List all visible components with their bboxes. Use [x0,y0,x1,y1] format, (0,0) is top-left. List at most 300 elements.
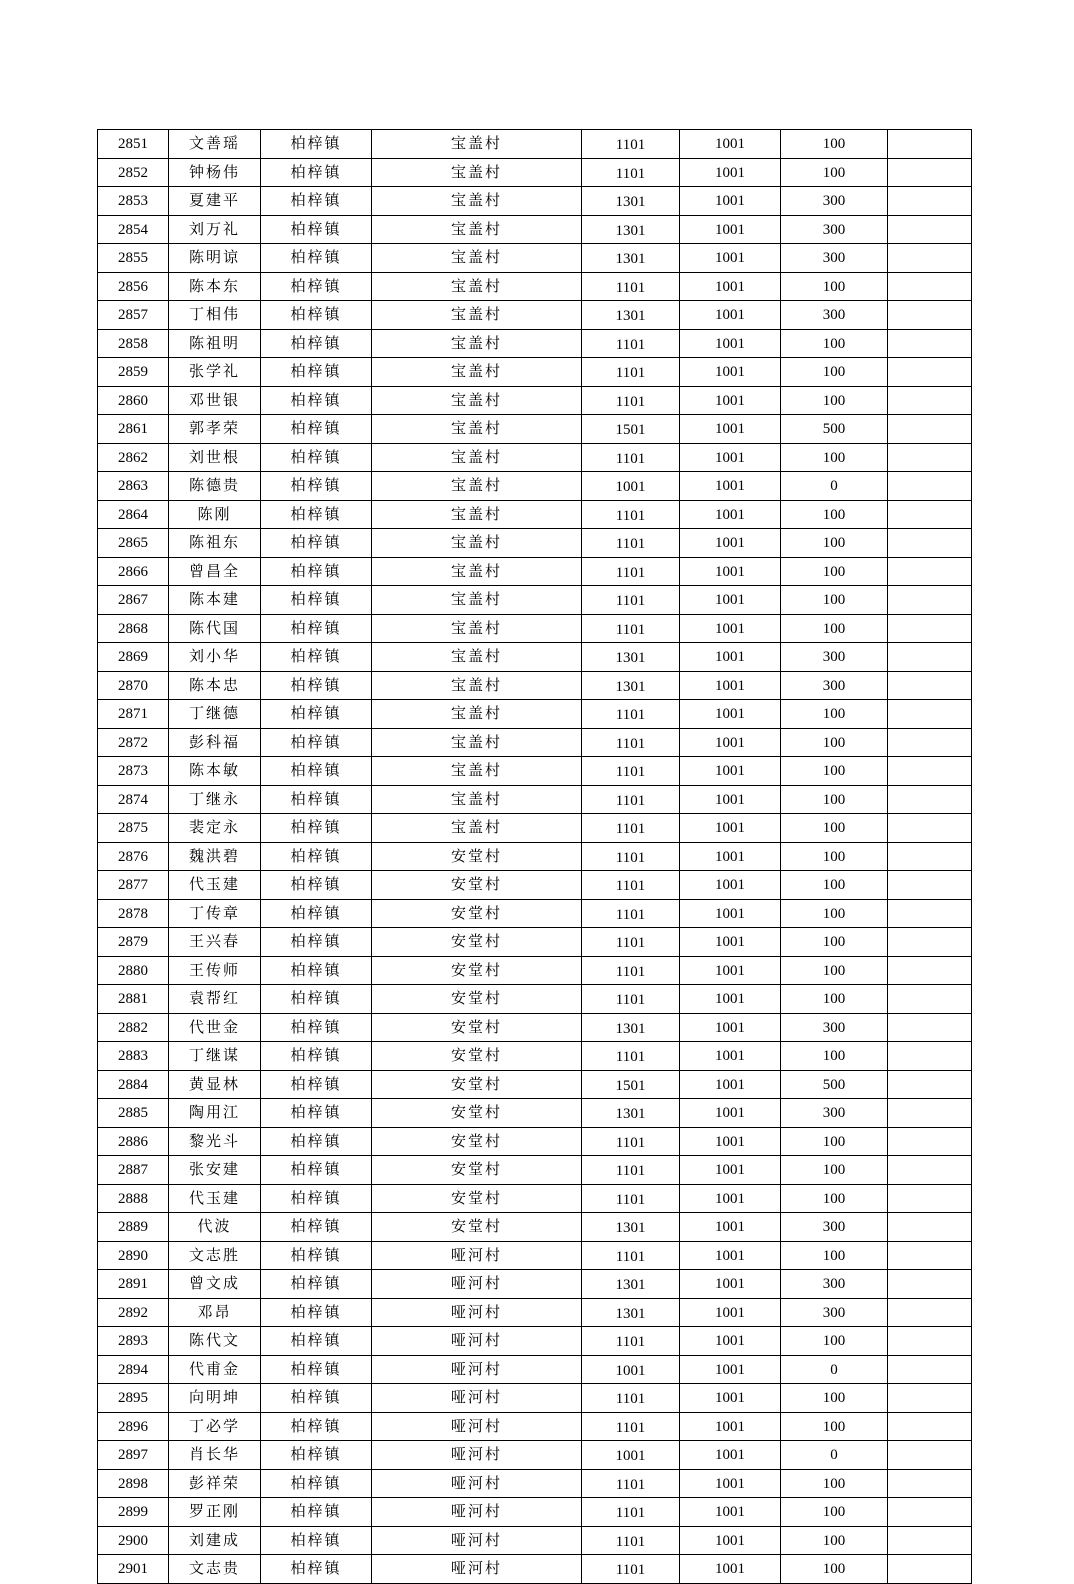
village-cell: 哑河村 [372,1355,582,1384]
amount-cell: 300 [781,643,888,672]
table-row [98,1555,972,1584]
amount-cell: 100 [781,500,888,529]
remark-cell [888,757,972,786]
code-b-cell: 1001 [680,1156,781,1185]
code-b-cell: 1001 [680,301,781,330]
remark-cell [888,1099,972,1128]
amount-cell: 100 [781,1469,888,1498]
row-number-cell: 2890 [98,1241,169,1270]
code-a-cell: 1301 [582,1013,680,1042]
village-cell: 宝盖村 [372,130,582,159]
name-cell: 罗正刚 [169,1498,261,1527]
name-cell: 张学礼 [169,358,261,387]
name-cell: 肖长华 [169,1441,261,1470]
row-number-cell: 2879 [98,928,169,957]
code-b-cell: 1001 [680,158,781,187]
amount-cell: 100 [781,1156,888,1185]
remark-cell [888,386,972,415]
code-b-cell: 1001 [680,415,781,444]
town-cell: 柏梓镇 [261,985,372,1014]
code-a-cell: 1501 [582,1070,680,1099]
code-b-cell: 1001 [680,1270,781,1299]
town-cell: 柏梓镇 [261,1070,372,1099]
code-b-cell: 1001 [680,557,781,586]
code-b-cell: 1001 [680,386,781,415]
town-cell: 柏梓镇 [261,1013,372,1042]
name-cell: 刘建成 [169,1526,261,1555]
amount-cell: 100 [781,614,888,643]
amount-cell: 100 [781,871,888,900]
name-cell: 文善瑶 [169,130,261,159]
code-a-cell: 1001 [582,1441,680,1470]
amount-cell: 100 [781,1184,888,1213]
code-a-cell: 1101 [582,871,680,900]
table-row [98,500,972,529]
remark-cell [888,1213,972,1242]
village-cell: 安堂村 [372,899,582,928]
town-cell: 柏梓镇 [261,1555,372,1584]
table-row [98,700,972,729]
name-cell: 曾昌全 [169,557,261,586]
code-b-cell: 1001 [680,1042,781,1071]
town-cell: 柏梓镇 [261,1298,372,1327]
town-cell: 柏梓镇 [261,130,372,159]
village-cell: 宝盖村 [372,415,582,444]
code-a-cell: 1101 [582,1555,680,1584]
table-row [98,1327,972,1356]
amount-cell: 100 [781,1384,888,1413]
village-cell: 安堂村 [372,842,582,871]
town-cell: 柏梓镇 [261,614,372,643]
name-cell: 代玉建 [169,1184,261,1213]
village-cell: 哑河村 [372,1384,582,1413]
name-cell: 陈代国 [169,614,261,643]
table-row [98,728,972,757]
table-row [98,244,972,273]
table-row [98,956,972,985]
amount-cell: 100 [781,785,888,814]
code-b-cell: 1001 [680,757,781,786]
amount-cell: 300 [781,1213,888,1242]
code-a-cell: 1101 [582,1327,680,1356]
remark-cell [888,1327,972,1356]
village-cell: 宝盖村 [372,329,582,358]
code-a-cell: 1101 [582,1042,680,1071]
remark-cell [888,1241,972,1270]
amount-cell: 100 [781,1241,888,1270]
table-row [98,1384,972,1413]
village-cell: 哑河村 [372,1270,582,1299]
name-cell: 王传师 [169,956,261,985]
name-cell: 郭孝荣 [169,415,261,444]
village-cell: 哑河村 [372,1327,582,1356]
code-a-cell: 1101 [582,956,680,985]
row-number-cell: 2869 [98,643,169,672]
town-cell: 柏梓镇 [261,272,372,301]
row-number-cell: 2866 [98,557,169,586]
name-cell: 代波 [169,1213,261,1242]
code-b-cell: 1001 [680,1099,781,1128]
row-number-cell: 2867 [98,586,169,615]
remark-cell [888,928,972,957]
code-b-cell: 1001 [680,472,781,501]
name-cell: 夏建平 [169,187,261,216]
row-number-cell: 2873 [98,757,169,786]
town-cell: 柏梓镇 [261,842,372,871]
code-a-cell: 1301 [582,1270,680,1299]
row-number-cell: 2874 [98,785,169,814]
table-row [98,329,972,358]
row-number-cell: 2877 [98,871,169,900]
table-row [98,1184,972,1213]
name-cell: 陈本忠 [169,671,261,700]
code-b-cell: 1001 [680,1412,781,1441]
code-b-cell: 1001 [680,671,781,700]
remark-cell [888,500,972,529]
row-number-cell: 2868 [98,614,169,643]
table-row [98,130,972,159]
town-cell: 柏梓镇 [261,472,372,501]
amount-cell: 100 [781,1526,888,1555]
name-cell: 丁继德 [169,700,261,729]
name-cell: 文志贵 [169,1555,261,1584]
code-b-cell: 1001 [680,1127,781,1156]
town-cell: 柏梓镇 [261,158,372,187]
code-b-cell: 1001 [680,1013,781,1042]
code-a-cell: 1101 [582,386,680,415]
code-a-cell: 1101 [582,358,680,387]
code-a-cell: 1001 [582,472,680,501]
row-number-cell: 2852 [98,158,169,187]
name-cell: 陈代文 [169,1327,261,1356]
code-b-cell: 1001 [680,1384,781,1413]
code-a-cell: 1101 [582,272,680,301]
code-a-cell: 1101 [582,557,680,586]
village-cell: 安堂村 [372,1213,582,1242]
name-cell: 陈祖明 [169,329,261,358]
code-b-cell: 1001 [680,871,781,900]
village-cell: 宝盖村 [372,158,582,187]
remark-cell [888,557,972,586]
row-number-cell: 2897 [98,1441,169,1470]
row-number-cell: 2875 [98,814,169,843]
village-cell: 安堂村 [372,1013,582,1042]
village-cell: 安堂村 [372,985,582,1014]
amount-cell: 100 [781,842,888,871]
code-b-cell: 1001 [680,643,781,672]
row-number-cell: 2888 [98,1184,169,1213]
town-cell: 柏梓镇 [261,785,372,814]
name-cell: 陈德贵 [169,472,261,501]
amount-cell: 100 [781,386,888,415]
code-a-cell: 1301 [582,671,680,700]
code-a-cell: 1301 [582,1213,680,1242]
name-cell: 丁传章 [169,899,261,928]
amount-cell: 100 [781,956,888,985]
code-b-cell: 1001 [680,244,781,273]
table-row [98,358,972,387]
town-cell: 柏梓镇 [261,1526,372,1555]
code-a-cell: 1101 [582,1241,680,1270]
town-cell: 柏梓镇 [261,956,372,985]
code-a-cell: 1301 [582,1298,680,1327]
code-b-cell: 1001 [680,899,781,928]
code-a-cell: 1301 [582,301,680,330]
row-number-cell: 2853 [98,187,169,216]
row-number-cell: 2893 [98,1327,169,1356]
row-number-cell: 2859 [98,358,169,387]
name-cell: 陈本敏 [169,757,261,786]
row-number-cell: 2895 [98,1384,169,1413]
amount-cell: 100 [781,757,888,786]
table-row [98,1127,972,1156]
town-cell: 柏梓镇 [261,1156,372,1185]
amount-cell: 300 [781,1298,888,1327]
code-a-cell: 1301 [582,244,680,273]
table-row [98,871,972,900]
village-cell: 宝盖村 [372,814,582,843]
table-row [98,1070,972,1099]
village-cell: 哑河村 [372,1555,582,1584]
code-b-cell: 1001 [680,1441,781,1470]
town-cell: 柏梓镇 [261,643,372,672]
code-a-cell: 1101 [582,529,680,558]
code-b-cell: 1001 [680,443,781,472]
town-cell: 柏梓镇 [261,757,372,786]
data-table [97,129,972,1584]
name-cell: 陈刚 [169,500,261,529]
town-cell: 柏梓镇 [261,1241,372,1270]
town-cell: 柏梓镇 [261,557,372,586]
village-cell: 哑河村 [372,1298,582,1327]
name-cell: 丁继永 [169,785,261,814]
amount-cell: 300 [781,1270,888,1299]
village-cell: 宝盖村 [372,785,582,814]
town-cell: 柏梓镇 [261,1327,372,1356]
table-row [98,814,972,843]
code-a-cell: 1101 [582,814,680,843]
row-number-cell: 2881 [98,985,169,1014]
code-b-cell: 1001 [680,842,781,871]
amount-cell: 100 [781,728,888,757]
code-a-cell: 1101 [582,842,680,871]
remark-cell [888,614,972,643]
table-row [98,158,972,187]
code-b-cell: 1001 [680,215,781,244]
table-row [98,272,972,301]
code-b-cell: 1001 [680,500,781,529]
row-number-cell: 2898 [98,1469,169,1498]
row-number-cell: 2876 [98,842,169,871]
code-b-cell: 1001 [680,1555,781,1584]
code-b-cell: 1001 [680,1355,781,1384]
code-b-cell: 1001 [680,586,781,615]
remark-cell [888,187,972,216]
town-cell: 柏梓镇 [261,529,372,558]
town-cell: 柏梓镇 [261,728,372,757]
name-cell: 向明坤 [169,1384,261,1413]
amount-cell: 100 [781,586,888,615]
name-cell: 丁继谋 [169,1042,261,1071]
row-number-cell: 2886 [98,1127,169,1156]
table-row [98,1355,972,1384]
code-b-cell: 1001 [680,1327,781,1356]
remark-cell [888,728,972,757]
code-b-cell: 1001 [680,700,781,729]
table-row [98,1441,972,1470]
remark-cell [888,1184,972,1213]
name-cell: 文志胜 [169,1241,261,1270]
village-cell: 哑河村 [372,1526,582,1555]
code-b-cell: 1001 [680,1498,781,1527]
row-number-cell: 2856 [98,272,169,301]
village-cell: 宝盖村 [372,757,582,786]
code-b-cell: 1001 [680,272,781,301]
code-b-cell: 1001 [680,1298,781,1327]
amount-cell: 100 [781,529,888,558]
code-a-cell: 1301 [582,187,680,216]
remark-cell [888,1469,972,1498]
table-row [98,1241,972,1270]
code-b-cell: 1001 [680,1184,781,1213]
town-cell: 柏梓镇 [261,358,372,387]
village-cell: 哑河村 [372,1441,582,1470]
town-cell: 柏梓镇 [261,1042,372,1071]
table-row [98,415,972,444]
name-cell: 陈本建 [169,586,261,615]
table-body [98,130,972,1584]
town-cell: 柏梓镇 [261,928,372,957]
name-cell: 袁帮红 [169,985,261,1014]
name-cell: 代甫金 [169,1355,261,1384]
remark-cell [888,785,972,814]
amount-cell: 100 [781,1127,888,1156]
row-number-cell: 2871 [98,700,169,729]
table-row [98,1042,972,1071]
remark-cell [888,301,972,330]
code-b-cell: 1001 [680,1213,781,1242]
village-cell: 宝盖村 [372,187,582,216]
town-cell: 柏梓镇 [261,329,372,358]
remark-cell [888,814,972,843]
row-number-cell: 2885 [98,1099,169,1128]
code-b-cell: 1001 [680,1469,781,1498]
code-b-cell: 1001 [680,130,781,159]
row-number-cell: 2891 [98,1270,169,1299]
remark-cell [888,586,972,615]
table-row [98,614,972,643]
table-row [98,529,972,558]
amount-cell: 300 [781,1013,888,1042]
amount-cell: 100 [781,158,888,187]
code-a-cell: 1101 [582,1127,680,1156]
remark-cell [888,1156,972,1185]
code-b-cell: 1001 [680,1241,781,1270]
table-row [98,671,972,700]
code-b-cell: 1001 [680,358,781,387]
town-cell: 柏梓镇 [261,187,372,216]
amount-cell: 500 [781,415,888,444]
town-cell: 柏梓镇 [261,671,372,700]
row-number-cell: 2892 [98,1298,169,1327]
village-cell: 哑河村 [372,1412,582,1441]
name-cell: 裴定永 [169,814,261,843]
amount-cell: 100 [781,899,888,928]
name-cell: 丁必学 [169,1412,261,1441]
row-number-cell: 2896 [98,1412,169,1441]
name-cell: 丁相伟 [169,301,261,330]
table-row [98,301,972,330]
village-cell: 宝盖村 [372,272,582,301]
code-b-cell: 1001 [680,785,781,814]
code-a-cell: 1101 [582,728,680,757]
village-cell: 安堂村 [372,871,582,900]
remark-cell [888,1412,972,1441]
code-a-cell: 1101 [582,130,680,159]
name-cell: 刘小华 [169,643,261,672]
remark-cell [888,1127,972,1156]
remark-cell [888,985,972,1014]
name-cell: 邓昂 [169,1298,261,1327]
amount-cell: 100 [781,272,888,301]
table-row [98,1213,972,1242]
amount-cell: 100 [781,557,888,586]
village-cell: 哑河村 [372,1469,582,1498]
remark-cell [888,1270,972,1299]
remark-cell [888,1070,972,1099]
row-number-cell: 2884 [98,1070,169,1099]
village-cell: 宝盖村 [372,443,582,472]
amount-cell: 100 [781,1498,888,1527]
code-b-cell: 1001 [680,529,781,558]
village-cell: 宝盖村 [372,671,582,700]
row-number-cell: 2894 [98,1355,169,1384]
name-cell: 黎光斗 [169,1127,261,1156]
village-cell: 宝盖村 [372,472,582,501]
town-cell: 柏梓镇 [261,871,372,900]
remark-cell [888,956,972,985]
town-cell: 柏梓镇 [261,700,372,729]
code-a-cell: 1301 [582,643,680,672]
code-b-cell: 1001 [680,814,781,843]
town-cell: 柏梓镇 [261,215,372,244]
table-row [98,928,972,957]
town-cell: 柏梓镇 [261,386,372,415]
name-cell: 刘世根 [169,443,261,472]
amount-cell: 100 [781,1042,888,1071]
name-cell: 王兴春 [169,928,261,957]
code-a-cell: 1001 [582,1355,680,1384]
code-a-cell: 1101 [582,785,680,814]
remark-cell [888,1298,972,1327]
code-b-cell: 1001 [680,956,781,985]
table-row [98,785,972,814]
village-cell: 宝盖村 [372,728,582,757]
amount-cell: 300 [781,215,888,244]
code-b-cell: 1001 [680,928,781,957]
amount-cell: 0 [781,1441,888,1470]
row-number-cell: 2870 [98,671,169,700]
remark-cell [888,358,972,387]
amount-cell: 100 [781,814,888,843]
remark-cell [888,1384,972,1413]
amount-cell: 100 [781,130,888,159]
amount-cell: 300 [781,301,888,330]
village-cell: 宝盖村 [372,586,582,615]
code-a-cell: 1101 [582,1156,680,1185]
code-b-cell: 1001 [680,1070,781,1099]
table-row [98,386,972,415]
